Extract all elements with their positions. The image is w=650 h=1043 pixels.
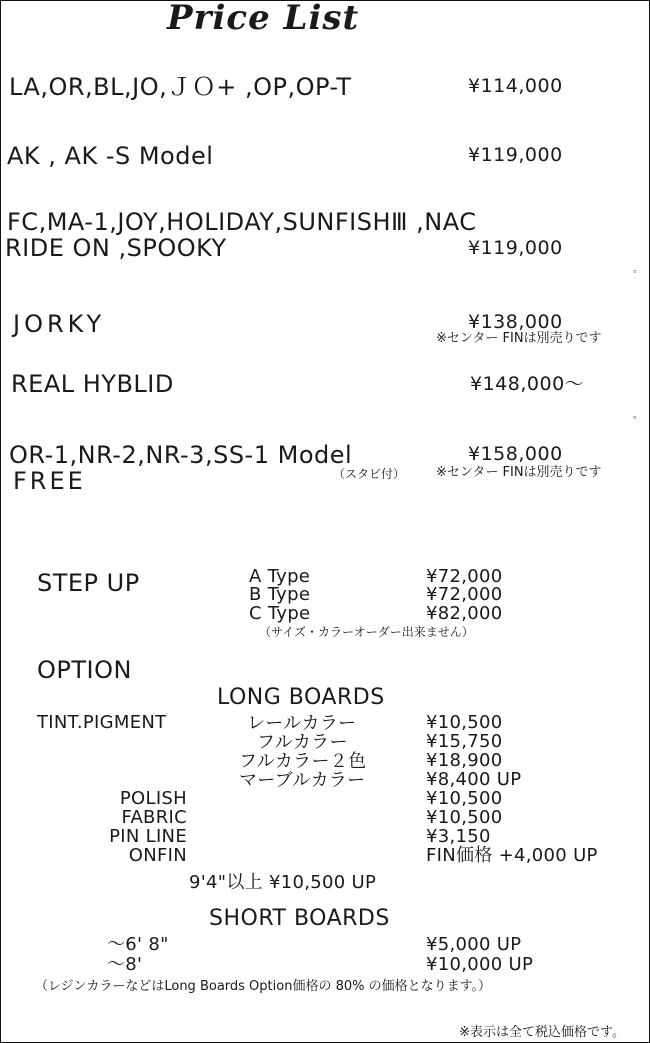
model-name: JORKY — [13, 310, 106, 338]
option-item-name: FABRIC — [121, 807, 187, 828]
tax-note: ※表示は全て税込価格です。 — [459, 1025, 625, 1040]
tint-pigment-label: TINT.PIGMENT — [37, 712, 167, 733]
page-title: Price List — [167, 0, 360, 38]
step-up-heading: STEP UP — [37, 569, 140, 597]
short-board-price: ¥5,000 UP — [426, 934, 522, 955]
option-item-name: レールカラー — [247, 713, 357, 734]
short-board-size: ～8' — [107, 954, 143, 975]
short-boards-note: （レジンカラーなどはLong Boards Option価格の 80% の価格となります。） — [35, 979, 492, 994]
model-note: ※センター FINは別売りです — [436, 331, 602, 346]
option-item-name: PIN LINE — [109, 826, 187, 847]
option-item-price: ¥10,500 — [426, 788, 503, 809]
model-price: ¥158,000 — [468, 443, 563, 465]
model-price: ¥119,000 — [468, 237, 563, 259]
model-price: ¥119,000 — [468, 144, 563, 166]
option-item-name: ONFIN — [128, 845, 187, 866]
long-boards-heading: LONG BOARDS — [217, 685, 385, 710]
option-heading: OPTION — [37, 656, 132, 684]
option-item-name: マーブルカラー — [239, 770, 366, 791]
model-name: FC,MA-1,JOY,HOLIDAY,SUNFISHⅢ ,NAC — [7, 208, 477, 236]
step-up-price: ¥72,000 — [426, 566, 503, 587]
long-boards-over-note: 9'4"以上 ¥10,500 UP — [189, 872, 377, 893]
small-mark: 。 — [633, 264, 643, 275]
model-price: ¥148,000～ — [470, 373, 585, 395]
model-price: ¥138,000 — [468, 311, 563, 333]
model-sub-note: （スタビ付） — [333, 467, 406, 481]
option-item-name: フルカラー２色 — [239, 751, 367, 772]
model-price: ¥114,000 — [468, 75, 563, 97]
option-item-price: ¥8,400 UP — [426, 769, 522, 790]
option-item-price: ¥18,900 — [426, 750, 503, 771]
step-up-type: C Type — [249, 603, 311, 624]
short-board-size: ～6' 8" — [107, 934, 169, 955]
option-item-price: ¥10,500 — [426, 807, 503, 828]
option-item-price: ¥10,500 — [426, 712, 503, 733]
model-name: LA,OR,BL,JO,ＪＯ+ ,OP,OP-T — [9, 73, 352, 101]
step-up-price: ¥72,000 — [426, 584, 503, 605]
model-name-line2: RIDE ON ,SPOOKY — [5, 234, 227, 262]
model-note: ※センター FINは別売りです — [436, 465, 602, 480]
small-mark: 。 — [633, 410, 643, 421]
step-up-type: B Type — [249, 584, 311, 605]
step-up-price: ¥82,000 — [426, 603, 503, 624]
option-item-price: FIN価格 +4,000 UP — [426, 845, 598, 866]
short-board-price: ¥10,000 UP — [426, 954, 534, 975]
option-item-price: ¥3,150 — [426, 826, 491, 847]
step-up-type: A Type — [249, 566, 311, 587]
model-name: OR-1,NR-2,NR-3,SS-1 Model — [9, 441, 353, 469]
option-item-name: POLISH — [119, 788, 187, 809]
step-up-note: （サイズ・カラーオーダー出来ません） — [259, 625, 474, 639]
option-item-name: フルカラー — [257, 732, 348, 753]
model-name-line2: FREE — [13, 467, 86, 495]
model-name: AK , AK -S Model — [7, 142, 214, 170]
option-item-price: ¥15,750 — [426, 731, 503, 752]
model-name: REAL HYBLID — [11, 370, 174, 398]
short-boards-heading: SHORT BOARDS — [209, 906, 390, 931]
